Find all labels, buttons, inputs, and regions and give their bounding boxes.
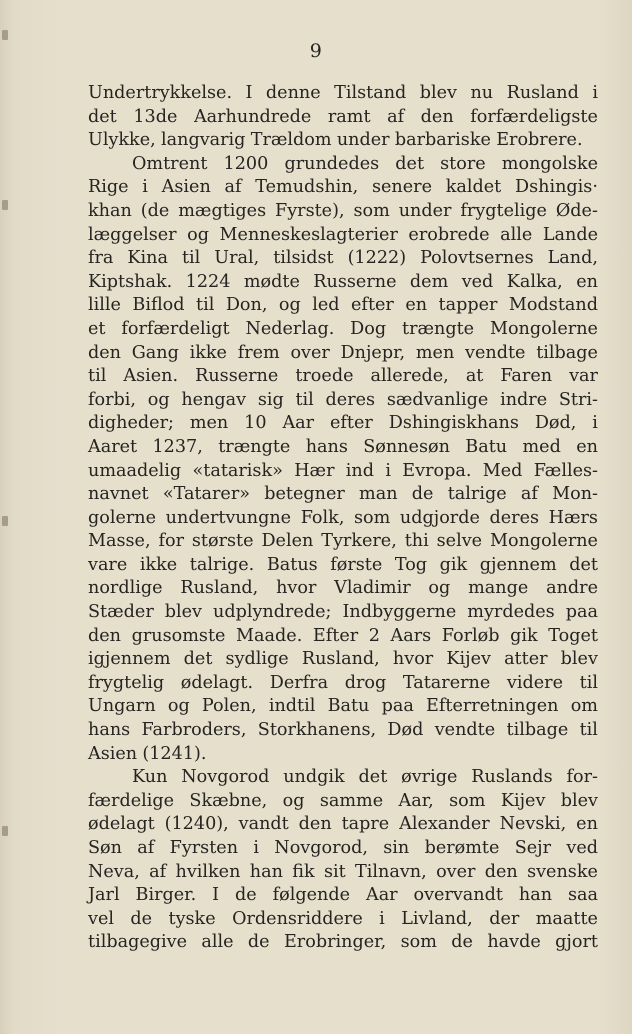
text-line: nordlige Rusland, hvor Vladimir og mange andre [88,578,598,599]
text-line: Omtrent 1200 grundedes det store mongolske [132,153,598,174]
text-line: lille Biflod til Don, og led efter en tapper Modstand [88,295,598,316]
text-line: den Gang ikke frem over Dnjepr, men vendte tilbage [88,342,598,363]
text-line: vare ikke talrige. Batus første Tog gik gjennem det [88,554,598,575]
text-line: Jarl Birger. I de følgende Aar overvandt han saa [88,885,598,906]
binding-mark [2,200,8,210]
text-line: navnet «Tatarer» betegner man de talrige af Mon- [88,484,598,505]
text-line: Rige i Asien af Temudshin, senere kaldet Dshingis· [88,177,598,198]
text-line: Kiptshak. 1224 mødte Russerne dem ved Kalka, en [88,271,598,292]
text-line: Neva, af hvilken han fik sit Tilnavn, over den svenske [88,861,598,882]
text-line: umaadelig «tatarisk» Hær ind i Evropa. Med Fælles- [88,460,598,481]
text-line: Masse, for største Delen Tyrkere, thi selve Mongolerne [88,531,598,552]
text-line: frygtelig ødelagt. Derfra drog Tatarerne videre til [88,672,598,693]
text-line: Ungarn og Polen, indtil Batu paa Efterretningen om [88,696,598,717]
text-line: Ulykke, langvarig Trældom under barbariske Erobrere. [88,130,583,151]
text-line: khan (de mægtiges Fyrste), som under frygtelige Øde- [88,200,598,221]
text-line: færdelige Skæbne, og samme Aar, som Kijev blev [88,790,598,811]
text-line: det 13de Aarhundrede ramt af den forfærdeligste [88,106,598,127]
text-line: et forfærdeligt Nederlag. Dog trængte Mongolerne [88,318,598,339]
binding-mark [2,30,8,40]
text-line: den grusomste Maade. Efter 2 Aars Forløb gik Toget [88,625,598,646]
text-line: Kun Novgorod undgik det øvrige Ruslands for- [132,767,598,788]
page-number: 9 [309,40,323,62]
text-line: Asien (1241). [88,743,207,764]
text-line: ødelagt (1240), vandt den tapre Alexander Nevski, en [88,814,598,835]
text-line: golerne undertvungne Folk, som udgjorde deres Hærs [88,507,598,528]
text-line: forbi, og hengav sig til deres sædvanlige indre Stri- [88,389,598,410]
text-line: tilbagegive alle de Erobringer, som de havde gjort [88,932,598,953]
text-line: vel de tyske Ordensriddere i Livland, der maatte [88,908,598,929]
text-line: Aaret 1237, trængte hans Sønnesøn Batu med en [88,436,598,457]
binding-mark [2,516,8,526]
text-line: til Asien. Russerne troede allerede, at Faren var [88,366,598,387]
text-line: fra Kina til Ural, tilsidst (1222) Polovtsernes Land, [88,248,598,269]
text-line: hans Farbroders, Storkhanens, Død vendte tilbage til [88,720,598,741]
text-line: digheder; men 10 Aar efter Dshingiskhans Død, i [88,413,598,434]
body-text [88,82,598,955]
text-line: Stæder blev udplyndrede; Indbyggerne myrdedes paa [88,602,598,623]
binding-mark [2,826,8,836]
text-line: læggelser og Menneskeslagterier erobrede alle Lande [88,224,598,245]
text-line: Søn af Fyrsten i Novgorod, sin berømte Sejr ved [88,838,598,858]
text-line: igjennem det sydlige Rusland, hvor Kijev atter blev [88,649,598,670]
text-line: Undertrykkelse. I denne Tilstand blev nu Rusland i [88,83,598,103]
